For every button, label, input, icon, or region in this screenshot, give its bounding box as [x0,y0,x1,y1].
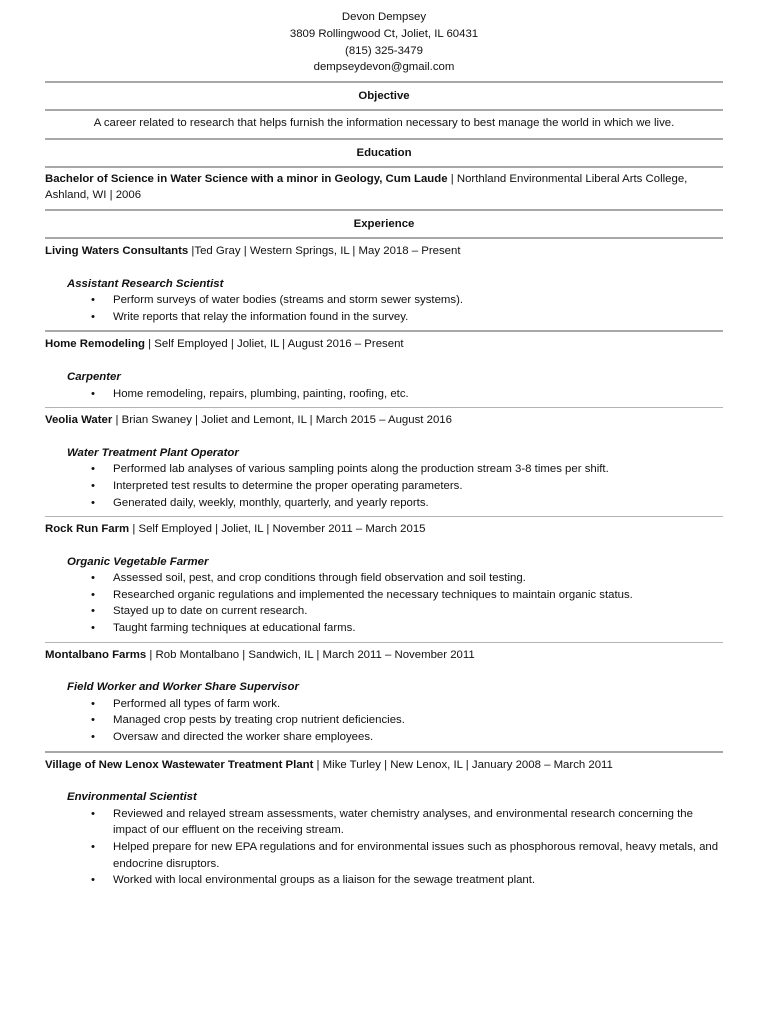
job-org: Home Remodeling [45,338,145,351]
job-bullet: • Stayed up to date on current research. [113,603,723,620]
job-bullet: • Performed lab analyses of various sampling points along the production stream 3-8 times per shift. [113,461,723,478]
job-details: | Self Employed | Joliet, IL | August 2016 – Present [145,338,404,351]
job-bullets [45,696,723,746]
candidate-address: 3809 Rollingwood Ct, Joliet, IL 60431 [289,27,479,40]
job-role: Field Worker and Worker Share Supervisor [67,681,299,694]
job-bullet: • Worked with local environmental groups as a liaison for the sewage treatment plant. [113,872,723,889]
job-role: Environmental Scientist [67,791,197,804]
job-org: Living Waters Consultants [45,244,189,257]
job-entry [45,517,723,637]
objective-heading: Objective [358,90,410,103]
job-entry [45,332,723,402]
job-bullet: • Perform surveys of water bodies (streams and storm sewer systems). [113,292,723,309]
candidate-phone: (815) 325-3479 [345,44,423,57]
contact-header [45,0,723,76]
job-bullet: • Assessed soil, pest, and crop conditions through field observation and soil testing. [113,570,723,587]
job-details: | Self Employed | Joliet, IL | November 2011 – March 2015 [129,523,426,536]
job-bullet: • Reviewed and relayed stream assessments, water chemistry analyses, and environmental research concerning the impact of our effluent on the receiving stream. [113,806,723,839]
job-details: | Rob Montalbano | Sandwich, IL | March 2011 – November 2011 [146,648,475,661]
job-bullet: • Home remodeling, repairs, plumbing, painting, roofing, etc. [113,386,723,403]
education-entry [45,168,723,209]
job-org: Veolia Water [45,414,113,427]
job-org: Village of New Lenox Wastewater Treatment Plant [45,758,314,771]
candidate-name: Devon Dempsey [341,11,427,23]
job-bullets [45,386,723,403]
job-bullets [45,292,723,325]
job-entry [45,753,723,889]
education-heading: Education [356,146,412,159]
job-role: Organic Vegetable Farmer [67,555,209,568]
job-bullet: • Helped prepare for new EPA regulations and for environmental issues such as phosphorous removal, heavy metals, and endocrine disruptors. [113,839,723,872]
job-entry [45,408,723,511]
job-role: Assistant Research Scientist [67,277,224,290]
candidate-email: dempseydevon@gmail.com [313,61,455,74]
resume-content [45,0,723,894]
job-details: | Mike Turley | New Lenox, IL | January 2008 – March 2011 [313,758,613,771]
job-details: |Ted Gray | Western Springs, IL | May 2018 – Present [188,244,461,257]
job-bullets [45,461,723,511]
education-details: | Northland Environmental Liberal Arts College, Ashland, WI | 2006 [45,172,688,202]
objective-text: A career related to research that helps furnish the information necessary to best manage the world in which we live. [93,117,675,130]
job-bullet: • Interpreted test results to determine the proper operating parameters. [113,478,723,495]
job-bullet: • Oversaw and directed the worker share employees. [113,729,723,746]
job-details: | Brian Swaney | Joliet and Lemont, IL | March 2015 – August 2016 [112,414,452,427]
experience-heading: Experience [353,217,415,230]
job-bullet: • Generated daily, weekly, monthly, quarterly, and yearly reports. [113,495,723,512]
job-org: Rock Run Farm [45,523,130,536]
job-bullet: • Write reports that relay the information found in the survey. [113,309,723,326]
job-role: Carpenter [67,370,121,383]
job-bullets [45,806,723,889]
job-bullet: • Performed all types of farm work. [113,696,723,713]
job-org: Montalbano Farms [45,648,147,661]
job-bullet: • Researched organic regulations and implemented the necessary techniques to maintain organic status. [113,587,723,604]
job-bullet: • Taught farming techniques at educational farms. [113,620,723,637]
degree: Bachelor of Science in Water Science with a minor in Geology, Cum Laude [45,172,448,185]
job-entry [45,239,723,325]
job-role: Water Treatment Plant Operator [67,446,239,459]
job-entry [45,643,723,746]
job-bullet: • Managed crop pests by treating crop nutrient deficiencies. [113,712,723,729]
job-bullets [45,570,723,636]
